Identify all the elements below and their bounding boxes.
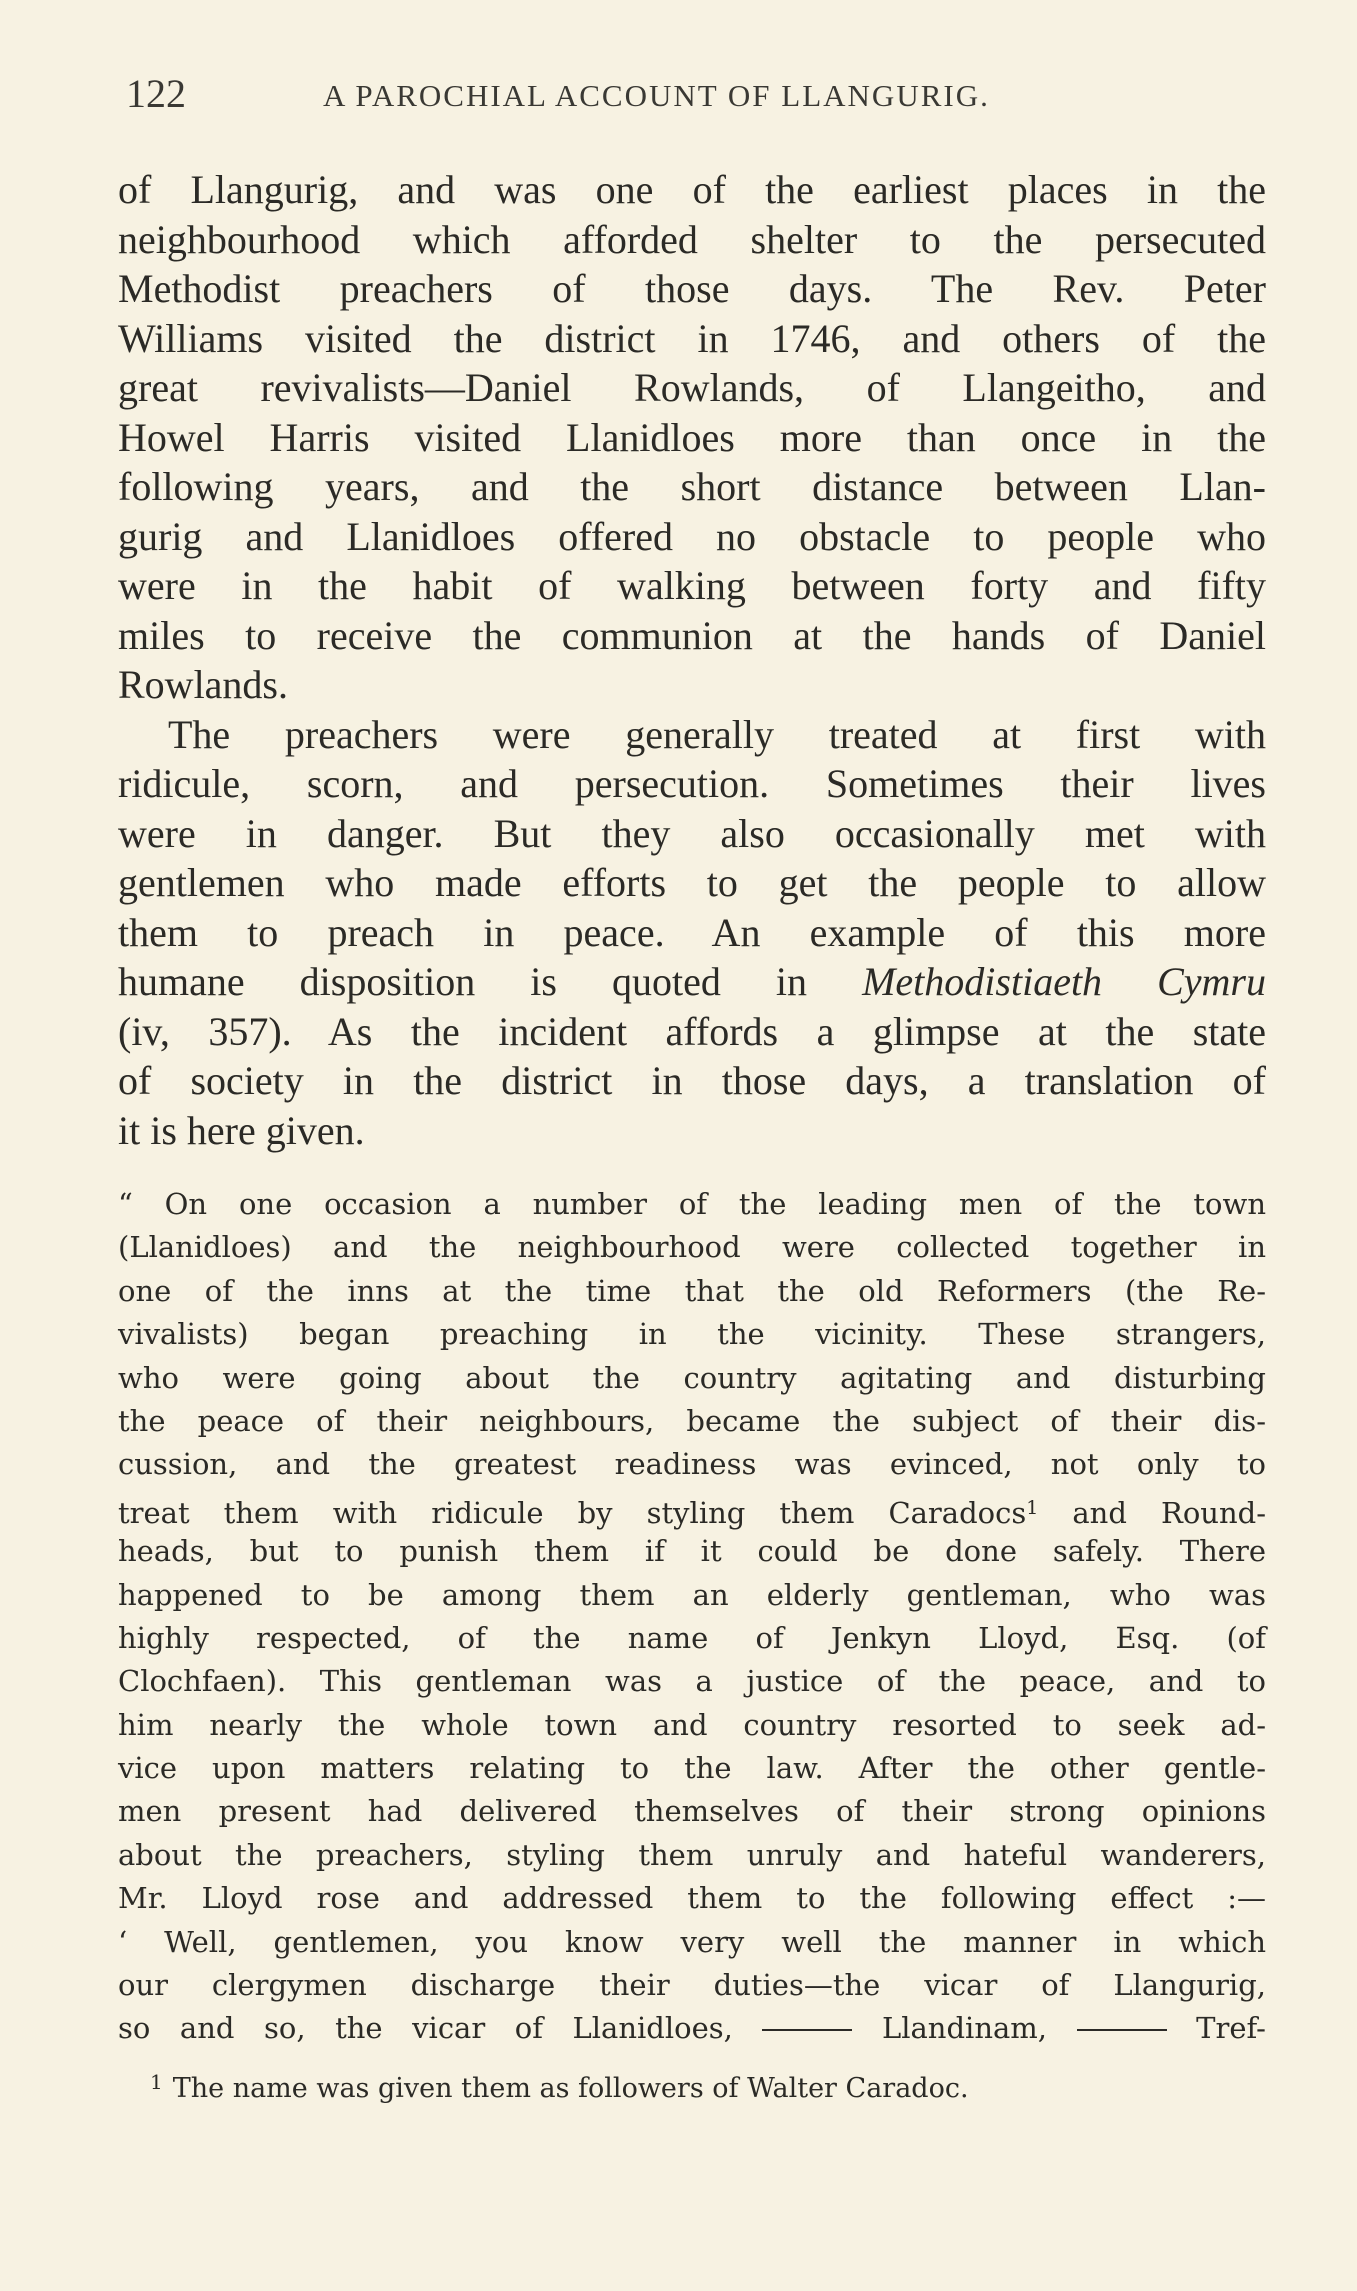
body-line: (iv, 357). As the incident affords a glimpse at the state xyxy=(118,1008,1266,1054)
body-line: of society in the district in those days, a translation of xyxy=(118,1058,1266,1103)
quote-text: treat them with ridicule by styling them Caradocs xyxy=(118,1495,1027,1530)
body-line: were in danger. But they also occasionally met with xyxy=(118,810,1266,856)
body-line: gurig and Llanidloes offered no obstacle to people who xyxy=(118,513,1266,559)
quote-line: one of the inns at the time that the old Reformers (the Re- xyxy=(118,1273,1266,1308)
body-line: Methodist preachers of those days. The Rev. Peter xyxy=(118,266,1266,311)
footnote-text: The name was given them as followers of Walter Caradoc. xyxy=(172,2073,969,2104)
body-line: great revivalists—Daniel Rowlands, of Llangeitho, and xyxy=(118,365,1266,410)
body-line: The preachers were generally treated at first with xyxy=(168,711,1266,757)
body-line: miles to receive the communion at the hands of Daniel xyxy=(118,612,1266,658)
quote-line: (Llanidloes) and the neighbourhood were collected together in xyxy=(118,1230,1266,1265)
body-line: them to preach in peace. An example of this more xyxy=(118,909,1266,955)
quote-text: so and so, the vicar of Llanidloes, xyxy=(118,2011,763,2046)
book-title: Methodistiaeth Cymru xyxy=(862,959,1266,1004)
quote-line: our clergymen discharge their duties—the vicar of Llangurig, xyxy=(118,1968,1266,2003)
quote-line: happened to be among them an elderly gentleman, who was xyxy=(118,1577,1266,1612)
quote-line: vice upon matters relating to the law. After the other gentle- xyxy=(118,1751,1266,1786)
footnote-mark: 1 xyxy=(150,2070,163,2094)
quote-line: Mr. Lloyd rose and addressed them to the following effect :— xyxy=(118,1881,1266,1916)
quote-line: heads, but to punish them if it could be done safely. There xyxy=(118,1534,1266,1569)
quote-line: men present had delivered themselves of their strong opinions xyxy=(118,1794,1266,1829)
quote-line: the peace of their neighbours, became the subject of their dis- xyxy=(118,1403,1266,1438)
body-line: following years, and the short distance between Llan- xyxy=(118,464,1266,509)
quote-text: Tref- xyxy=(1166,2011,1266,2046)
quote-line: Clochfaen). This gentleman was a justice of the peace, and to xyxy=(118,1664,1266,1699)
footnote-reference: 1 xyxy=(1026,1496,1039,1519)
quotation-block xyxy=(118,1183,1266,2051)
body-line: ridicule, scorn, and persecution. Sometimes their lives xyxy=(118,761,1266,806)
quote-text: Llandinam, xyxy=(852,2011,1077,2046)
body-line: Rowlands. xyxy=(118,662,288,707)
em-dash-rule xyxy=(762,2029,852,2031)
body-line: of Llangurig, and was one of the earliest places in the xyxy=(118,167,1266,212)
body-line: Howel Harris visited Llanidloes more than once in the xyxy=(118,414,1266,460)
body-text: humane disposition is quoted in xyxy=(118,959,863,1004)
page-number: 122 xyxy=(126,71,186,116)
quote-line-with-dashes xyxy=(118,2007,1266,2050)
body-line: were in the habit of walking between forty and fifty xyxy=(118,563,1266,608)
body-line: Williams visited the district in 1746, and others of the xyxy=(118,315,1266,361)
body-line-with-title xyxy=(118,957,1266,1007)
body-line: neighbourhood which afforded shelter to the persecuted xyxy=(118,216,1266,262)
quote-line: him nearly the whole town and country resorted to seek ad- xyxy=(118,1707,1266,1742)
body-line: gentlemen who made efforts to get the people to allow xyxy=(118,860,1266,905)
quote-line: “ On one occasion a number of the leading men of the town xyxy=(118,1187,1266,1221)
running-header xyxy=(118,72,1266,116)
quote-line: vivalists) began preaching in the vicinity. These strangers, xyxy=(118,1317,1266,1352)
em-dash-rule xyxy=(1077,2029,1167,2031)
quote-line: who were going about the country agitating and disturbing xyxy=(118,1360,1266,1395)
footnote xyxy=(150,2064,1266,2107)
running-title: A PAROCHIAL ACCOUNT OF LLANGURIG. xyxy=(323,78,990,113)
quote-line: ‘ Well, gentlemen, you know very well the manner in which xyxy=(118,1924,1266,1959)
quote-line: about the preachers, styling them unruly and hateful wanderers, xyxy=(118,1837,1266,1872)
main-text xyxy=(118,165,1266,1155)
quote-line: highly respected, of the name of Jenkyn Lloyd, Esq. (of xyxy=(118,1620,1266,1655)
quote-text: and Round- xyxy=(1038,1495,1266,1530)
quote-line-with-footnote-ref xyxy=(118,1487,1266,1530)
body-line: it is here given. xyxy=(118,1107,365,1153)
quote-line: cussion, and the greatest readiness was evinced, not only to xyxy=(118,1447,1266,1482)
